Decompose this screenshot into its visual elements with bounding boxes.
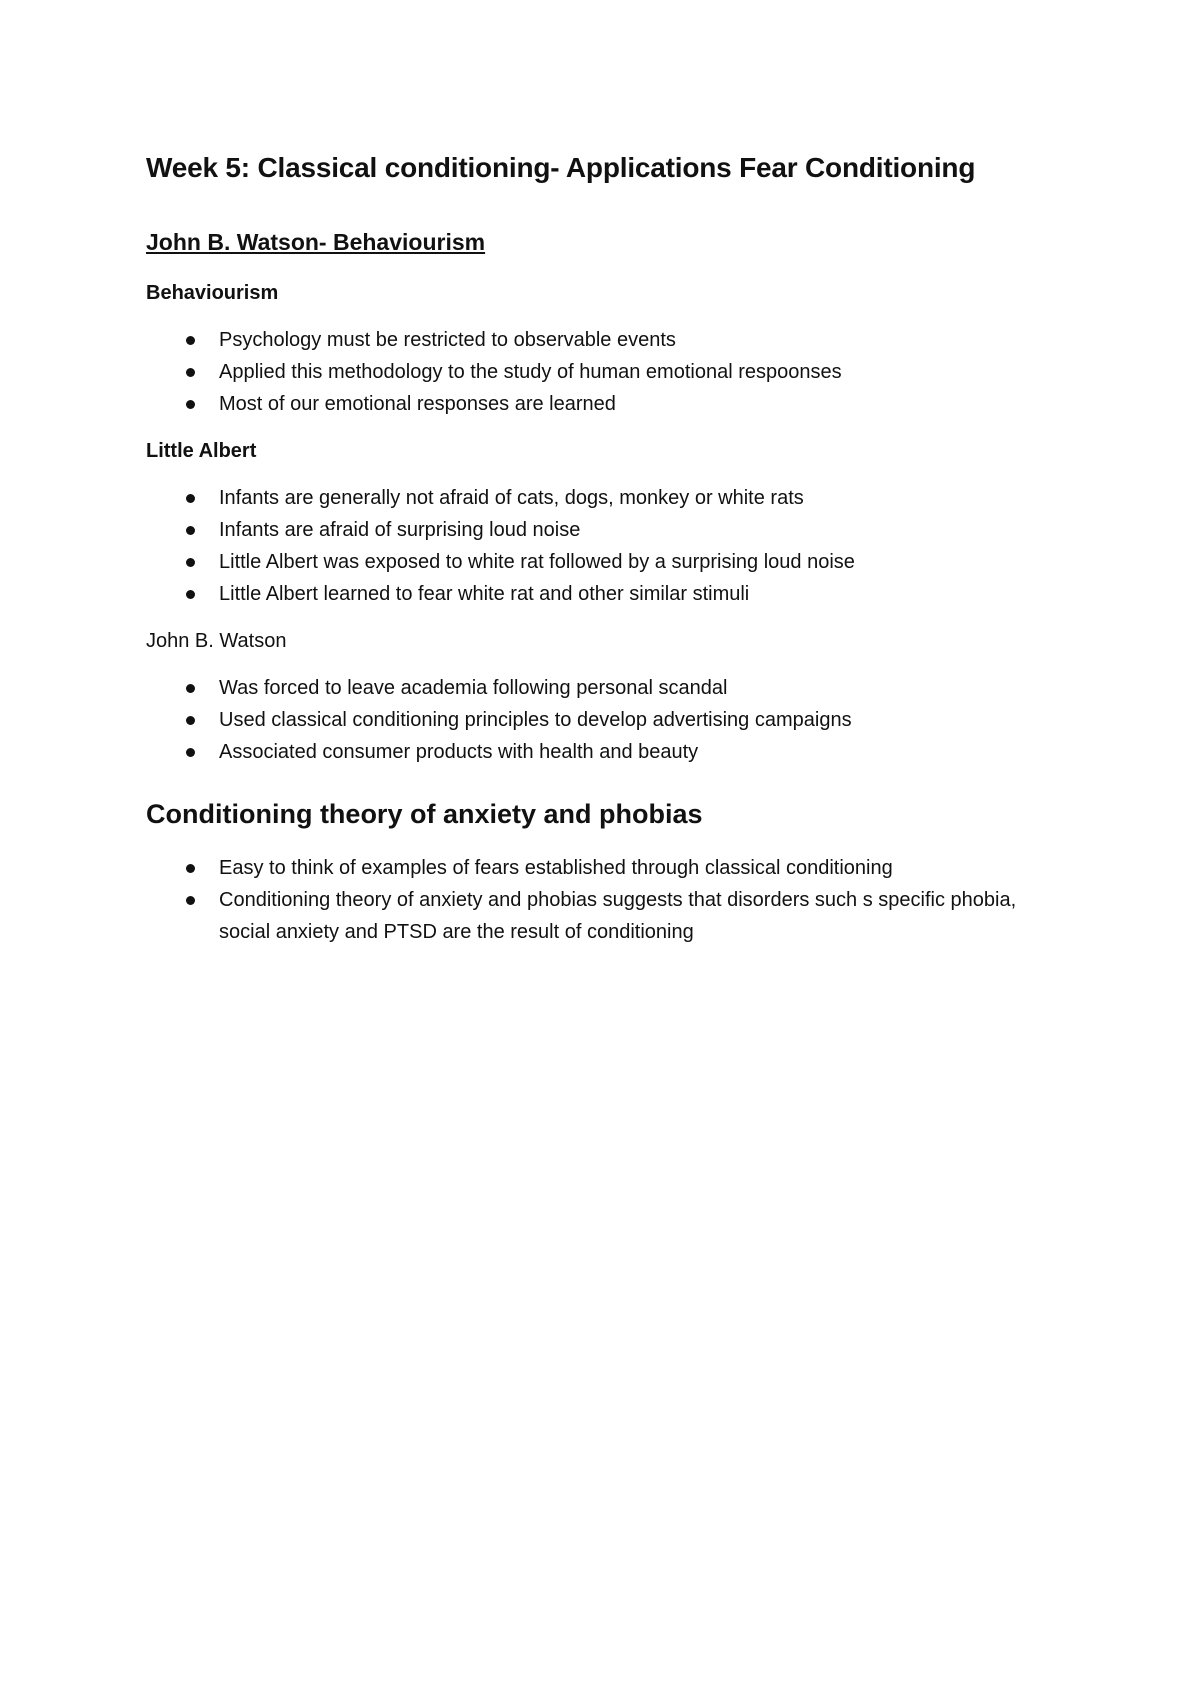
list-item-text: Used classical conditioning principles to develop advertising campaigns xyxy=(219,709,852,731)
list-item xyxy=(146,672,1056,704)
list-item xyxy=(146,482,1056,514)
list-item xyxy=(146,356,1056,388)
document-title: Week 5: Classical conditioning- Applications Fear Conditioning xyxy=(146,152,976,183)
document-content xyxy=(146,146,1056,948)
list-item xyxy=(146,546,1056,578)
john-watson-list xyxy=(146,672,1056,768)
list-item-text: Conditioning theory of anxiety and phobias suggests that disorders such s specific phobia, social anxiety and PTSD are the result of conditioning xyxy=(219,889,1017,943)
bullet-icon xyxy=(186,896,195,905)
section-heading-conditioning-theory: Conditioning theory of anxiety and phobias xyxy=(146,799,703,829)
behaviourism-list xyxy=(146,324,1056,420)
list-item xyxy=(146,578,1056,610)
list-item-text: Infants are afraid of surprising loud noise xyxy=(219,519,581,541)
list-item xyxy=(146,514,1056,546)
list-item xyxy=(146,736,1056,768)
list-item-text: Associated consumer products with health and beauty xyxy=(219,741,699,763)
bullet-icon xyxy=(186,590,195,599)
list-item xyxy=(146,852,1056,884)
list-item xyxy=(146,324,1056,356)
list-item xyxy=(146,388,1056,420)
bullet-icon xyxy=(186,558,195,567)
bullet-icon xyxy=(186,494,195,503)
section-heading-watson-behaviourism: John B. Watson- Behaviourism xyxy=(146,229,486,255)
list-item-text: Little Albert was exposed to white rat followed by a surprising loud noise xyxy=(219,551,855,573)
list-item-text: Easy to think of examples of fears established through classical conditioning xyxy=(219,857,893,879)
list-item-text: Infants are generally not afraid of cats, dogs, monkey or white rats xyxy=(219,487,804,509)
bullet-icon xyxy=(186,368,195,377)
bullet-icon xyxy=(186,400,195,409)
list-item-text: Little Albert learned to fear white rat and other similar stimuli xyxy=(219,583,750,605)
bullet-icon xyxy=(186,336,195,345)
list-item-text: Psychology must be restricted to observable events xyxy=(219,329,676,351)
list-item xyxy=(146,884,1056,948)
bullet-icon xyxy=(186,684,195,693)
list-item-text: Was forced to leave academia following personal scandal xyxy=(219,677,728,699)
bullet-icon xyxy=(186,748,195,757)
conditioning-theory-list xyxy=(146,852,1056,948)
list-item-text: Most of our emotional responses are learned xyxy=(219,393,616,415)
list-item xyxy=(146,704,1056,736)
subheading-little-albert: Little Albert xyxy=(146,440,257,462)
bullet-icon xyxy=(186,526,195,535)
bullet-icon xyxy=(186,716,195,725)
subheading-behaviourism: Behaviourism xyxy=(146,282,279,304)
little-albert-list xyxy=(146,482,1056,610)
list-item-text: Applied this methodology to the study of human emotional respoonses xyxy=(219,361,842,383)
bullet-icon xyxy=(186,864,195,873)
subheading-john-b-watson: John B. Watson xyxy=(146,630,287,652)
